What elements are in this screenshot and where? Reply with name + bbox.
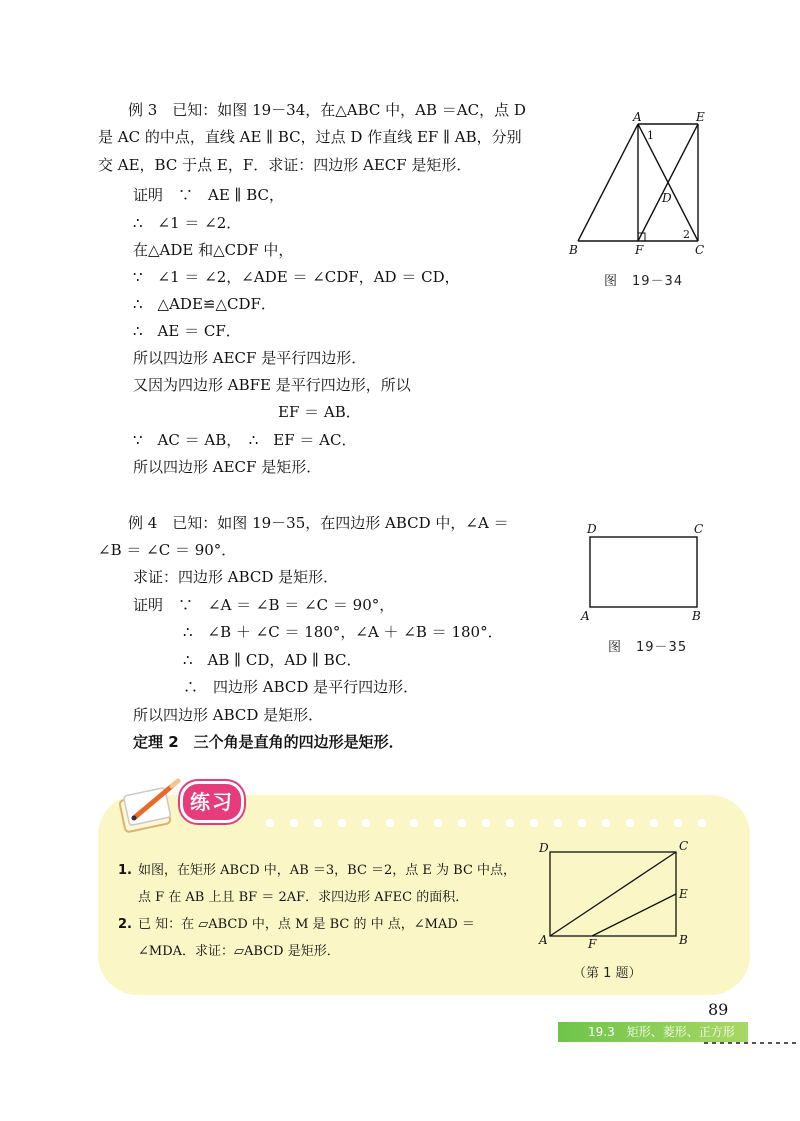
label-F: F — [588, 937, 597, 950]
example4-line-4: 证明 ∵ ∠A ＝ ∠B ＝ ∠C ＝ 90°， — [133, 596, 395, 614]
section-tab: 19.3 矩形、菱形、正方形 — [558, 1022, 748, 1042]
figure-19-35-caption: 图 19－35 — [608, 640, 688, 655]
practice-item-2-text-2: ∠MDA．求证：▱ABCD 是矩形． — [138, 944, 340, 959]
practice-item-1-text-2: 点 F 在 AB 上且 BF ＝ 2AF．求四边形 AFEC 的面积． — [138, 890, 469, 905]
figure-19-34-caption: 图 19－34 — [604, 274, 684, 289]
example3-line-14: 所以四边形 AECF 是矩形． — [133, 458, 322, 476]
pencil-notebook-icon — [112, 776, 187, 836]
label-F: F — [635, 243, 644, 257]
practice-item-2-number: 2. — [118, 917, 132, 932]
example4-line-6: ∴ AB ∥ CD，AD ∥ BC． — [183, 651, 362, 669]
label-B: B — [679, 933, 688, 947]
label-E: E — [696, 110, 705, 124]
practice-figure-caption: （第 1 题） — [573, 966, 642, 981]
example3-line-5: ∴ ∠1 ＝ ∠2． — [133, 214, 242, 232]
example3-line-13: ∵ AC ＝ AB， ∴ EF ＝ AC． — [133, 431, 357, 449]
label-E: E — [679, 887, 688, 901]
label-D: D — [539, 841, 549, 855]
dot-divider — [258, 817, 718, 829]
example4-line-5: ∴ ∠B ＋ ∠C ＝ 180°，∠A ＋ ∠B ＝ 180°． — [183, 623, 503, 641]
example4-line-8: 所以四边形 ABCD 是矩形． — [133, 706, 324, 724]
practice-badge: 练习 — [180, 781, 244, 823]
example4-line-7: ∴ 四边形 ABCD 是平行四边形． — [183, 678, 419, 696]
label-A: A — [539, 933, 548, 947]
practice-item-1-number: 1. — [118, 863, 132, 878]
practice-item-1-line-1 — [118, 862, 516, 880]
example3-line-8: ∴ △ADE≌△CDF． — [133, 295, 276, 313]
figure-19-35 — [578, 520, 708, 625]
practice-item-1-text-1: 如图，在矩形 ABCD 中，AB ＝3，BC ＝2，点 E 为 BC 中点， — [137, 863, 517, 878]
label-C: C — [694, 522, 704, 536]
page-number: 89 — [708, 1000, 729, 1019]
example4-line-3: 求证：四边形 ABCD 是矩形． — [133, 568, 339, 586]
label-D: D — [662, 191, 672, 205]
label-A: A — [581, 609, 590, 623]
label-C: C — [695, 243, 705, 257]
label-B: B — [692, 609, 701, 623]
example3-line-1: 例 3 已知：如图 19－34，在△ABC 中，AB ＝AC，点 D — [128, 101, 526, 119]
practice-item-2-text-1: 已 知：在 ▱ABCD 中，点 M 是 BC 的 中 点，∠MAD ＝ — [137, 917, 475, 932]
dashed-rule — [704, 1042, 800, 1044]
example3-line-9: ∴ AE ＝ CF． — [133, 322, 241, 340]
example3-line-10: 所以四边形 AECF 是平行四边形． — [133, 349, 367, 367]
label-B: B — [569, 243, 578, 257]
example3-line-11: 又因为四边形 ABFE 是平行四边形，所以 — [133, 376, 411, 394]
example3-line-12: EF ＝ AB． — [278, 403, 361, 421]
example3-line-3: 交 AE，BC 于点 E，F．求证：四边形 AECF 是矩形． — [98, 156, 472, 174]
angle-label-2: 2 — [683, 228, 690, 241]
figure-19-34 — [565, 108, 715, 258]
example4-line-1: 例 4 已知：如图 19－35，在四边形 ABCD 中，∠A ＝ — [128, 514, 509, 532]
angle-label-1: 1 — [647, 129, 654, 142]
label-D: D — [587, 522, 597, 536]
practice-figure — [535, 838, 695, 950]
example3-line-2: 是 AC 的中点，直线 AE ∥ BC，过点 D 作直线 EF ∥ AB，分别 — [98, 128, 522, 146]
example3-line-6: 在△ADE 和△CDF 中， — [133, 241, 294, 259]
theorem-2: 定理 2 三个角是直角的四边形是矩形． — [133, 733, 404, 751]
example4-line-2: ∠B ＝ ∠C ＝ 90°． — [98, 541, 237, 559]
label-C: C — [679, 839, 689, 853]
practice-item-2-line-1 — [118, 916, 475, 934]
label-A: A — [633, 110, 642, 124]
example3-line-4: 证明 ∵ AE ∥ BC， — [133, 186, 285, 204]
example3-line-7: ∵ ∠1 ＝ ∠2，∠ADE ＝ ∠CDF，AD ＝ CD， — [133, 268, 460, 286]
